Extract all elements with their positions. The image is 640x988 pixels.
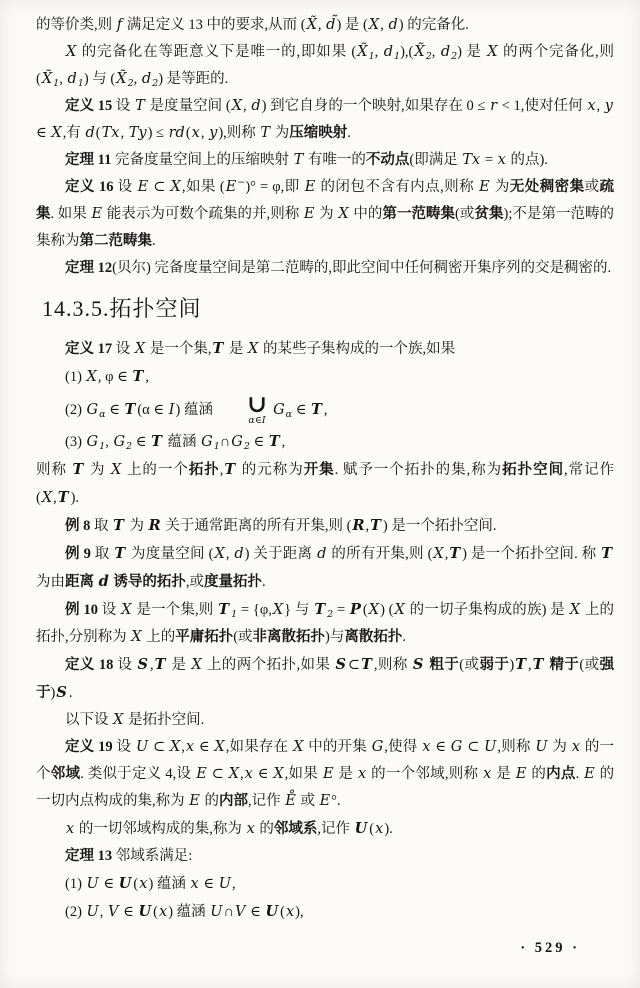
math-variable: G	[201, 434, 213, 450]
math-variable: x	[139, 876, 148, 892]
math-variable: Ty	[128, 125, 147, 141]
script-letter: T	[132, 368, 145, 385]
script-letter: T	[212, 340, 225, 357]
math-variable: X	[231, 98, 243, 114]
math-variable: d	[85, 125, 95, 141]
math-variable: T	[260, 125, 271, 141]
bold-math-variable: d	[98, 573, 109, 590]
bold-term: 例 9	[65, 546, 91, 562]
math-variable: x	[483, 766, 492, 782]
math-variable: x	[587, 98, 596, 114]
math-variable: f	[116, 17, 123, 33]
subscript: α	[99, 408, 106, 420]
math-variable: X	[169, 739, 181, 755]
math-variable: x	[285, 904, 295, 920]
script-letter: T	[370, 517, 382, 534]
math-variable: d̃	[326, 17, 336, 33]
math-variable: X	[338, 206, 349, 222]
script-letter: U	[138, 903, 153, 920]
script-letter: T	[72, 461, 85, 478]
math-variable: X	[214, 546, 225, 562]
math-variable: x	[571, 739, 581, 755]
math-variable: U	[210, 904, 223, 920]
subscript: 1	[231, 609, 238, 620]
bold-term: 压缩映射	[289, 125, 348, 141]
math-variable: X̃	[116, 71, 127, 87]
script-letter: U	[265, 903, 280, 920]
math-variable: X̃	[306, 17, 317, 33]
math-variable: X	[569, 602, 581, 618]
math-variable: X	[134, 341, 146, 357]
subscript: 2	[127, 78, 134, 89]
math-variable: G	[231, 434, 243, 450]
math-variable: U	[86, 904, 99, 920]
script-letter: T	[532, 656, 545, 673]
bold-term: 拓扑	[188, 462, 220, 478]
math-variable: I	[168, 401, 175, 418]
math-variable: x	[375, 821, 384, 837]
math-variable: U	[535, 739, 548, 755]
math-variable: X	[113, 712, 124, 728]
math-variable: X	[66, 44, 77, 60]
subscript: α	[285, 408, 293, 420]
math-variable: x	[244, 766, 253, 782]
math-variable: X	[368, 17, 380, 33]
math-variable: X	[170, 179, 181, 195]
bold-term: 离散拓扑	[344, 629, 403, 645]
math-variable: E	[303, 206, 315, 222]
math-variable: X	[368, 602, 380, 618]
bold-math-variable: R	[352, 517, 365, 534]
script-letter: U	[118, 875, 133, 892]
paragraph: 例 9 取 T 为度量空间 (X, d) 关于距离 d 的所有开集,则 (X,T) 是一个拓扑空间. 称 T 为由距离 d 诱导的拓扑,或度量拓扑.	[36, 545, 614, 590]
bold-term: 度量拓扑	[204, 574, 263, 590]
bold-term: 邻域系	[273, 821, 318, 837]
math-variable: G	[86, 401, 99, 418]
math-variable: X	[293, 739, 304, 755]
math-variable: rd	[168, 125, 185, 141]
bold-term: 不动点	[365, 152, 410, 168]
math-variable: E	[304, 179, 316, 195]
subscript: 2	[243, 441, 250, 452]
math-variable: Tx	[462, 152, 481, 168]
paragraph: X 的完备化在等距意义下是唯一的,即如果 ($X̃_1$, $d_1),(X̃_2$, $d_2$) 是 X 的两个完备化,则 ($X̃_1$, $d_1$) 与 ($X̃_2$, $d_2$) 是等距的.	[36, 44, 615, 89]
math-variable: E	[189, 793, 200, 809]
bold-term: 弱于	[479, 657, 510, 673]
script-letter: T	[114, 545, 127, 562]
bold-term: 强于	[36, 657, 615, 701]
math-variable: X	[41, 490, 53, 506]
subscript: 2	[327, 609, 334, 620]
script-letter: T	[151, 433, 163, 450]
math-variable: U	[135, 739, 149, 755]
math-variable: X	[394, 602, 405, 618]
math-variable: E	[479, 179, 490, 195]
math-variable: X̃	[357, 44, 368, 60]
paragraph: 定义 15 设 T 是度量空间 (X, d) 到它自身的一个映射,如果存在 0 ≤ r < 1,使对任何 x, y ∈ X,有 d(Tx, Ty) ≤ rd(x, y),则称 T 为压缩映射.	[36, 98, 613, 141]
math-variable: T	[293, 152, 304, 168]
script-letter: U	[354, 820, 369, 837]
math-variable: X	[214, 739, 225, 755]
math-variable: X	[273, 766, 284, 782]
bold-term: 定义 15	[65, 98, 113, 114]
text-column	[36, 12, 614, 926]
math-variable: G	[273, 401, 285, 418]
paragraph: 定理 12(贝尔) 完备度量空间是第二范畴的,即此空间中任何稠密开集序列的交是稠密的.	[65, 260, 612, 276]
formula-line: (3) $G_1$, $G_2$ ∈ T 蕴涵 $G_1\cap G_2$ ∈ T,	[65, 433, 286, 452]
page-number: · 529 ·	[520, 940, 580, 956]
bold-term: 粗于	[429, 657, 460, 673]
script-letter: S	[137, 656, 149, 673]
subscript: 2	[451, 51, 458, 62]
math-variable: G	[371, 739, 384, 755]
math-variable: d	[440, 44, 451, 60]
math-variable: X	[51, 125, 62, 141]
bold-term: 定理 13	[65, 848, 113, 864]
math-variable: d	[383, 44, 394, 60]
bold-term: 疏集	[36, 179, 615, 222]
bold-term: 内部	[218, 793, 248, 809]
bold-term: 定义 16	[65, 179, 114, 195]
math-variable: X	[121, 602, 132, 618]
math-variable: X̃	[414, 44, 425, 60]
bold-term: 平庸拓扑	[175, 629, 234, 645]
bold-term: 内点	[546, 766, 576, 782]
superscript: −	[237, 177, 246, 188]
bold-term: 定理 11	[65, 152, 112, 168]
paragraph: 的等价类,则 f 满足定义 13 中的要求,从而 (X̃, d̃) 是 (X, d) 的完备化.	[36, 17, 469, 33]
script-letter: T	[268, 433, 281, 450]
script-letter: T	[449, 545, 462, 562]
math-variable: d	[251, 98, 261, 114]
script-letter: P	[349, 601, 362, 618]
math-variable: E	[91, 206, 103, 222]
bold-term: 定义 17	[65, 341, 113, 357]
math-variable: y	[604, 98, 613, 114]
math-variable: E	[322, 766, 334, 782]
math-variable: G	[113, 434, 126, 450]
bold-term: 开集	[303, 462, 335, 478]
formula-line: (1) X, φ ∈ T,	[65, 368, 149, 385]
math-variable: G	[86, 434, 99, 450]
script-letter: T	[124, 400, 137, 418]
math-variable: x	[422, 739, 431, 755]
script-letter: S	[412, 656, 425, 673]
math-variable: U	[484, 739, 497, 755]
math-variable: X	[487, 44, 498, 60]
math-variable: E	[319, 793, 331, 809]
math-variable: x	[358, 766, 367, 782]
bold-term: 贫集	[474, 206, 504, 222]
math-variable: x	[497, 152, 506, 168]
script-letter: T	[314, 601, 327, 618]
script-letter: T	[361, 656, 373, 673]
bold-term: 邻域	[50, 766, 81, 782]
subscript: 1	[213, 441, 220, 452]
script-letter: T	[113, 517, 125, 534]
math-variable: d	[388, 17, 398, 33]
paragraph: 定义 17 设 X 是一个集,T 是 X 的某些子集构成的一个族,如果	[65, 340, 456, 357]
math-variable: d	[234, 546, 244, 562]
subscript: 1	[368, 51, 375, 62]
math-variable: E	[584, 766, 595, 782]
bold-term: 无处稠密集	[509, 179, 585, 195]
math-variable: Tx	[101, 125, 120, 141]
math-variable: U	[218, 876, 231, 892]
script-letter: T	[154, 656, 167, 673]
math-variable: V	[108, 904, 119, 920]
script-letter: S	[56, 684, 68, 701]
math-variable: r	[490, 98, 498, 114]
script-letter: T	[224, 461, 237, 478]
math-variable: X	[272, 602, 284, 618]
subscript: 1	[99, 441, 106, 452]
math-variable: d	[141, 71, 152, 87]
paragraph: 例 8 取 T 为 R 关于通常距离的所有开集,则 (R,T) 是一个拓扑空间.	[65, 517, 497, 534]
bold-term: 例 10	[65, 602, 98, 618]
paragraph: 则称 T 为 X 上的一个拓扑,T 的元称为开集. 赋予一个拓扑的集,称为拓扑空间,常记作 (X,T).	[36, 461, 615, 506]
script-letter: T	[601, 545, 614, 562]
math-variable: X	[86, 369, 97, 385]
bold-term: 第二范畴集	[79, 233, 152, 249]
subscript: 1	[77, 78, 84, 89]
bold-term: 非离散拓扑	[252, 629, 326, 645]
math-variable: x	[190, 876, 199, 892]
math-variable: E	[137, 179, 149, 195]
formula-line: (2) U, V ∈ U(x) 蕴涵 U∩V ∈ U(x),	[65, 903, 304, 920]
math-variable: E	[196, 766, 207, 782]
bold-term: 定义 18	[65, 657, 114, 673]
paragraph: 例 10 设 X 是一个集,则 $T_1 = \{\varphi,X\}$ 与 $T_2 = P(X)$ (X 的一切子集构成的族) 是 X 上的拓扑,分别称为 X 上的平庸拓扑(或非离散拓扑)与离散拓扑.	[36, 601, 615, 645]
paragraph: 定义 18 设 S,T 是 X 上的两个拓扑,如果 S⊂T,则称 S 粗于(或弱于)T,T 精于(或强于)S.	[36, 656, 615, 701]
math-variable: E̊	[285, 793, 296, 809]
math-variable: T	[135, 98, 145, 114]
math-variable: x	[66, 821, 75, 837]
paragraph: 定义 19 设 U ⊂ X,x ∈ X,如果存在 X 中的开集 G,使得 x ∈ G ⊂ U,则称 U 为 x 的一个邻域. 类似于定义 4,设 E ⊂ X,x ∈ X,如果 E 是 x 的一个邻域,则称 x 是 E 的内点. E 的一切内点构成的集,称为 E 的内部,记作 E̊ 或 E°.	[36, 739, 615, 809]
big-union-operator: ∪ α∈I	[246, 392, 268, 426]
subscript: 1	[53, 78, 60, 89]
paragraph: 定义 16 设 E ⊂ X,如果 (E−)° = φ,即 E 的闭包不含有内点,则称 E 为无处稠密集或疏集. 如果 E 能表示为可数个疏集的并,则称 E 为 X 中的第一范畴集(或贫集);不是第一范畴的集称为第二范畴集.	[36, 177, 615, 249]
math-variable: x	[185, 739, 195, 755]
script-letter: T	[218, 601, 231, 618]
bold-term: 精于	[549, 657, 580, 673]
bold-term: 例 8	[65, 518, 91, 534]
bold-term: 第一范畴集	[382, 206, 456, 222]
subscript: 2	[425, 51, 432, 62]
subscript: 2	[126, 441, 133, 452]
script-letter: T	[515, 656, 527, 673]
script-letter: T	[311, 400, 323, 418]
bold-term: 拓扑空间	[502, 462, 565, 478]
math-variable: E	[225, 179, 237, 195]
math-variable: E	[515, 766, 527, 782]
paragraph: 定理 11 完备度量空间上的压缩映射 T 有唯一的不动点(即满足 Tx = x 的点).	[65, 152, 548, 168]
bold-term: 诱导的拓扑	[109, 574, 186, 590]
formula-line: (1) U ∈ U(x) 蕴涵 x ∈ U,	[65, 875, 236, 892]
math-variable: x	[191, 125, 200, 141]
math-variable: X	[111, 462, 122, 478]
math-variable: x	[159, 904, 168, 920]
bold-term: 定义 19	[65, 739, 113, 755]
bold-term: 定理 12	[65, 260, 113, 276]
paragraph: 定理 13 邻域系满足:	[65, 848, 193, 864]
math-variable: U	[86, 876, 99, 892]
math-variable: X̃	[41, 71, 53, 87]
subscript: 1	[394, 51, 401, 62]
script-letter: S	[335, 656, 347, 673]
script-letter: T	[57, 489, 70, 506]
math-variable: X	[248, 341, 259, 357]
section-heading: 14.3.5.拓扑空间	[42, 296, 202, 321]
math-variable: d	[67, 71, 77, 87]
paragraph: x 的一切邻域构成的集,称为 x 的邻域系,记作 U(x).	[66, 820, 393, 837]
subscript: 2	[152, 78, 159, 89]
bold-math-variable: R	[148, 517, 161, 534]
formula-line: (2) $G_\alpha$ ∈ T(α ∈ I) 蕴涵 ∪ α∈I $G_\alpha$ ∈ T,	[65, 392, 328, 426]
math-variable: y	[209, 125, 218, 141]
bold-term: 距离	[65, 574, 98, 590]
math-variable: V	[235, 904, 246, 920]
math-variable: x	[246, 821, 255, 837]
math-variable: X	[433, 546, 444, 562]
math-variable: X	[191, 657, 202, 673]
paragraph: 以下设 X 是拓扑空间.	[65, 712, 205, 728]
math-variable: d	[317, 546, 327, 562]
math-variable: G	[450, 739, 463, 755]
math-variable: X	[131, 629, 142, 645]
math-variable: X	[228, 766, 240, 782]
